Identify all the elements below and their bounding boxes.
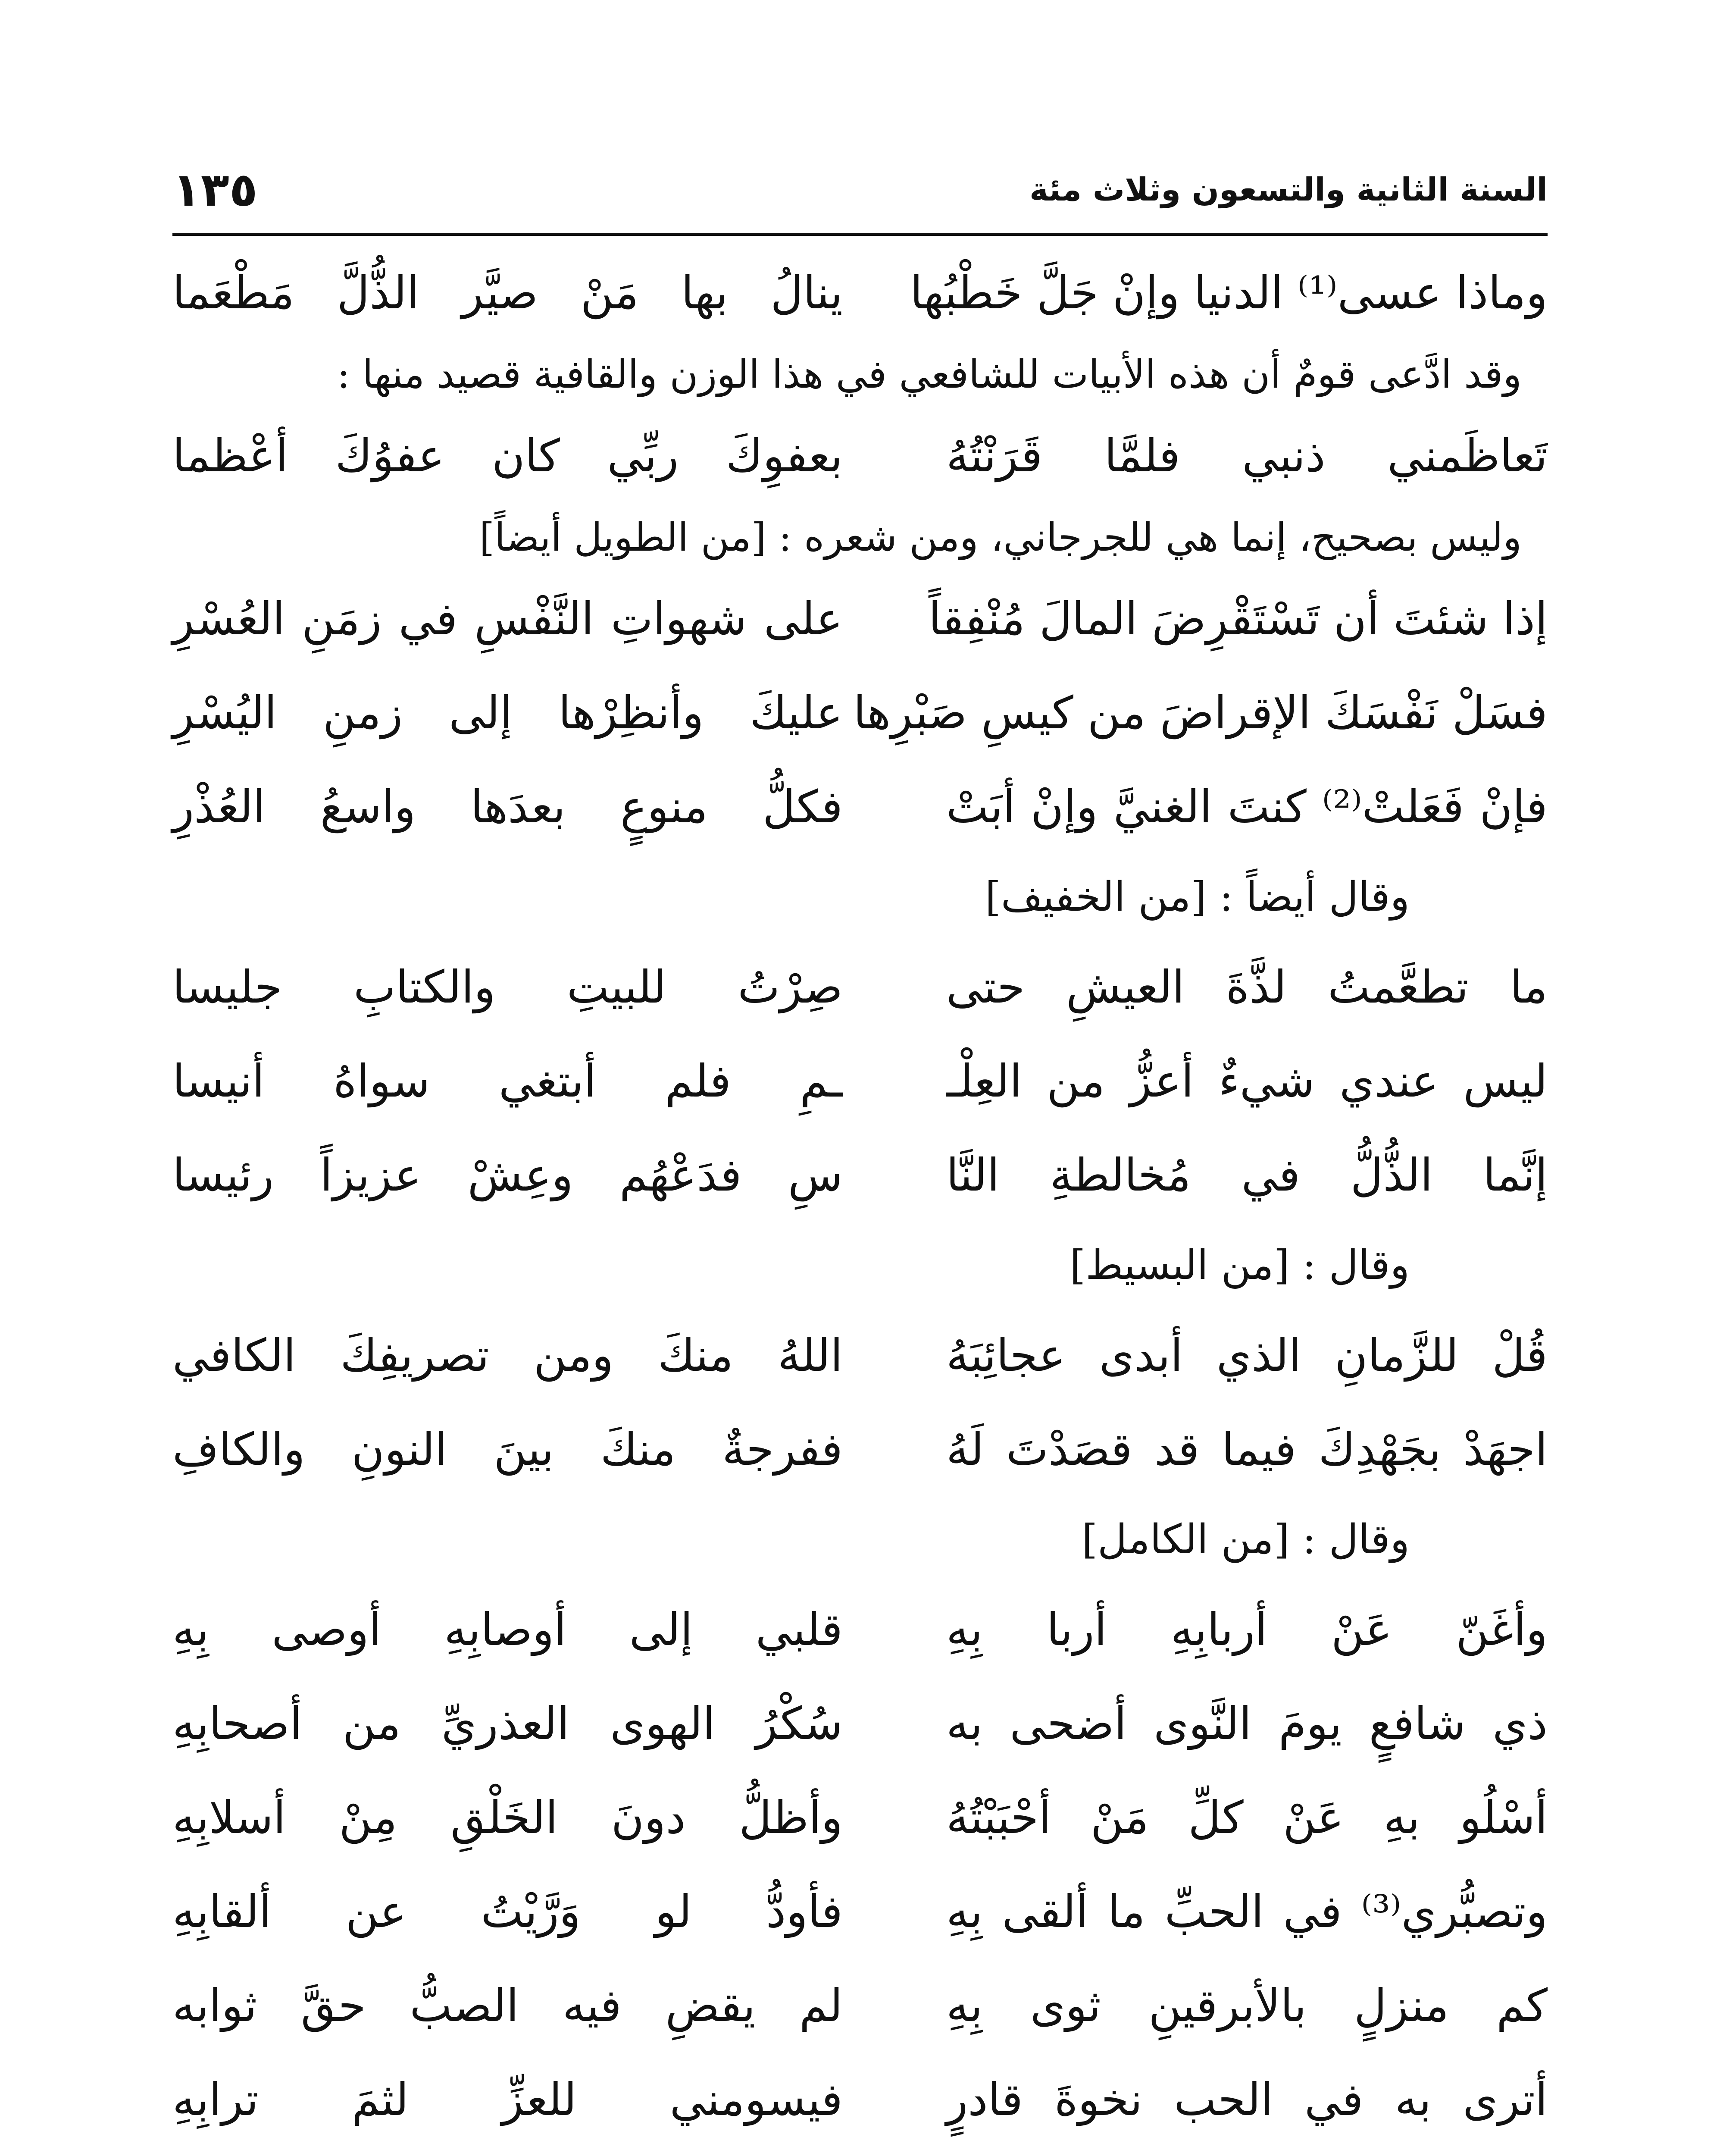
verse-second-hemistich: صِرْتُ للبيتِ والكتابِ جليسا <box>172 961 843 1013</box>
verse-line <box>172 760 1548 854</box>
poem-intro: وقال أيضاً : [من الخفيف] <box>985 873 1410 921</box>
prose-line: وليس بصحيح، إنما هي للجرجاني، ومن شعره : [من الطويل أيضاً] <box>479 514 1522 560</box>
verse-first-hemistich: وأغَنّ عَنْ أربابِهِ أربا بِهِ <box>946 1603 1548 1656</box>
verse-second-hemistich: فكلُّ منوعٍ بعدَها واسعُ العُذْرِ <box>172 780 843 833</box>
verse-first-hemistich: ذي شافعٍ يومَ النَّوى أضحى به <box>946 1697 1548 1750</box>
verse-first-hemistich: إذا شئتَ أن تَسْتَقْرِضَ المالَ مُنْفِقاً <box>928 592 1548 645</box>
verse-first-hemistich: فإنْ فَعَلتْ⁽²⁾ كنتَ الغنيَّ وإنْ أبَتْ <box>946 780 1548 833</box>
verse-second-hemistich: لم يقضِ فيه الصبُّ حقَّ ثوابه <box>172 1979 843 2032</box>
verse-first-hemistich: ليس عندي شيءٌ أعزُّ من العِلْـ <box>946 1055 1548 1107</box>
verse-first-hemistich: إنَّما الذُّلُّ في مُخالطةِ النَّا <box>946 1149 1548 1201</box>
verse-line <box>172 940 1548 1034</box>
verse-second-hemistich: قلبي إلى أوصابِهِ أوصى بِهِ <box>172 1603 843 1656</box>
verse-second-hemistich: اللهُ منكَ ومن تصريفِكَ الكافي <box>172 1329 843 1382</box>
verse-second-hemistich: على شهواتِ النَّفْسِ في زمَنِ العُسْرِ <box>172 592 843 645</box>
verse-first-hemistich: كم منزلٍ بالأبرقينِ ثوى بِهِ <box>946 1979 1548 2032</box>
verse-second-hemistich: سُكْرُ الهوى العذريِّ من أصحابِهِ <box>172 1697 843 1750</box>
prose-line: وقد ادَّعى قومٌ أن هذه الأبيات للشافعي في هذا الوزن والقافية قصيد منها : <box>337 351 1522 397</box>
verse-line <box>172 1583 1548 1677</box>
verse-second-hemistich: بعفوِكَ ربِّي كان عفوُكَ أعْظما <box>172 429 843 482</box>
page-body <box>172 246 1548 2147</box>
verse-line <box>172 2053 1548 2147</box>
verse-line <box>172 1308 1548 1402</box>
verse-first-hemistich: أسْلُو بهِ عَنْ كلِّ مَنْ أحْبَبْتُهُ <box>946 1791 1548 1844</box>
verse-line <box>172 1034 1548 1128</box>
verse-first-hemistich: اجهَدْ بجَهْدِكَ فيما قد قصَدْتَ لَهُ <box>946 1423 1548 1476</box>
verse-second-hemistich: وأظلُّ دونَ الخَلْقِ مِنْ أسلابِهِ <box>172 1791 843 1844</box>
verse-line <box>172 1128 1548 1222</box>
verse-second-hemistich: فيسومني للعزِّ لثمَ ترابِهِ <box>172 2073 843 2126</box>
verse-line <box>172 572 1548 666</box>
verse-second-hemistich: سِ فدَعْهُم وعِشْ عزيزاً رئيسا <box>172 1149 843 1201</box>
verse-line <box>172 409 1548 503</box>
verse-second-hemistich: ـمِ فلم أبتغي سواهُ أنيسا <box>172 1055 843 1107</box>
verse-second-hemistich: عليكَ وأنظِرْها إلى زمنِ اليُسْرِ <box>172 686 843 739</box>
verse-line <box>172 1402 1548 1496</box>
verse-line <box>172 246 1548 340</box>
verse-second-hemistich: ففرجةٌ منكَ بينَ النونِ والكافِ <box>172 1423 843 1476</box>
poem-intro: وقال : [من الكامل] <box>1082 1516 1410 1563</box>
verse-line <box>172 666 1548 760</box>
verse-line <box>172 1959 1548 2053</box>
verse-line <box>172 1677 1548 1771</box>
running-header <box>172 147 1548 236</box>
verse-second-hemistich: فأودُّ لو وَرَّيْتُ عن ألقابِهِ <box>172 1885 843 1938</box>
page-number: ١٣٥ <box>172 163 258 217</box>
running-title: السنة الثانية والتسعون وثلاث مئة <box>1029 171 1548 208</box>
verse-first-hemistich: أترى به في الحب نخوةَ قادرٍ <box>946 2073 1548 2126</box>
poem-intro: وقال : [من البسيط] <box>1070 1241 1410 1289</box>
verse-first-hemistich: وتصبُّري⁽³⁾ في الحبِّ ما ألقى بِهِ <box>946 1885 1548 1938</box>
verse-first-hemistich: تَعاظَمني ذنبي فلمَّا قَرَنْتُهُ <box>946 429 1548 482</box>
verse-line <box>172 1771 1548 1865</box>
verse-line <box>172 1865 1548 1959</box>
verse-second-hemistich: ينالُ بها مَنْ صيَّر الذُّلَّ مَطْعَما <box>172 266 843 319</box>
verse-first-hemistich: فسَلْ نَفْسَكَ الإقراضَ من كيسِ صَبْرِها <box>853 686 1548 739</box>
verse-first-hemistich: ما تطعَّمتُ لذَّةَ العيشِ حتى <box>946 961 1548 1013</box>
verse-first-hemistich: قُلْ للزَّمانِ الذي أبدى عجائِبَهُ <box>946 1329 1548 1382</box>
verse-first-hemistich: وماذا عسى⁽¹⁾ الدنيا وإنْ جَلَّ خَطْبُها <box>910 266 1548 319</box>
